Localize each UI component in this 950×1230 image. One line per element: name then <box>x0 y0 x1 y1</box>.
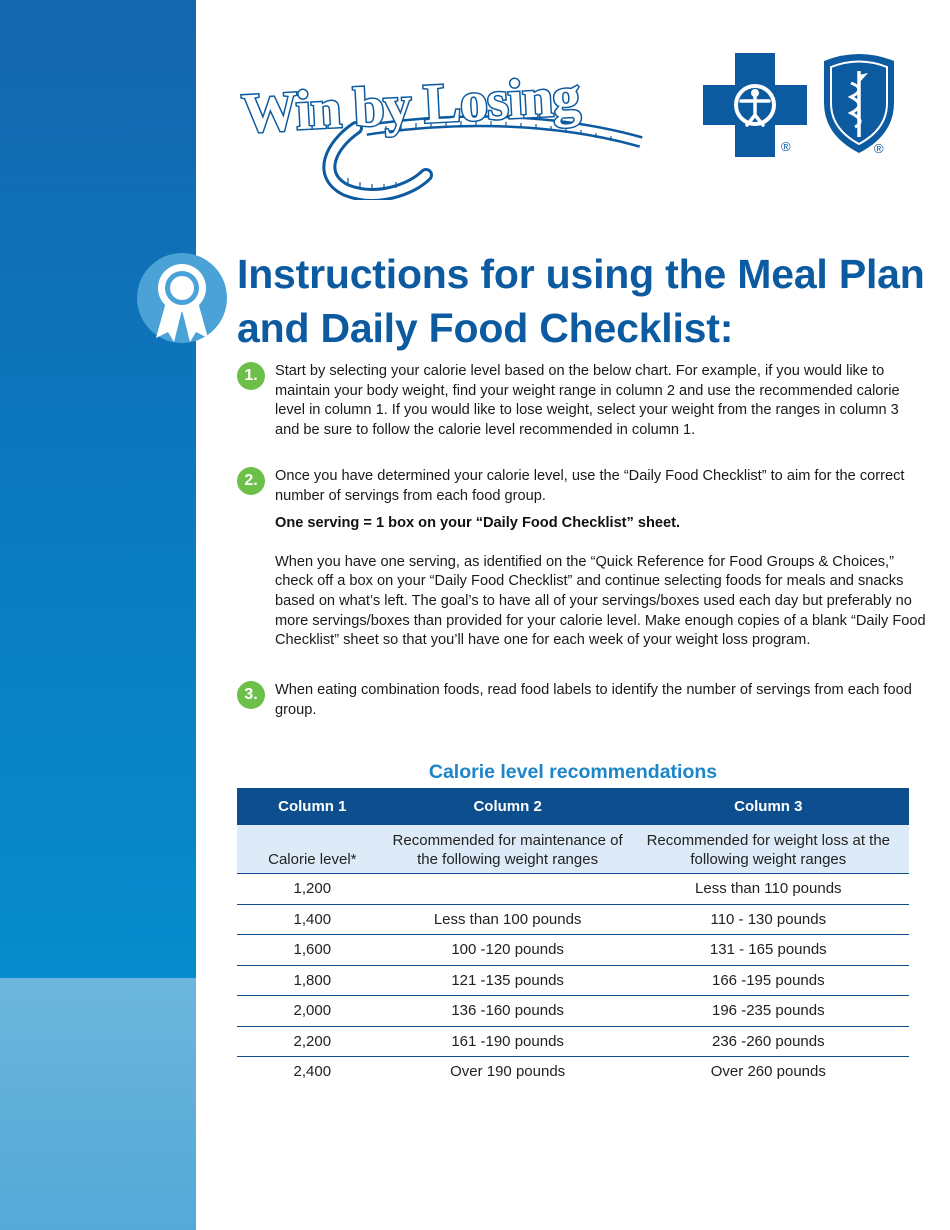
table-cell: Over 260 pounds <box>710 1063 826 1081</box>
table-row <box>237 904 909 935</box>
step-paragraph: Start by selecting your calorie level based on the below chart. For example, if you would like to maintain your body weight, find your weight range in column 2 and use the recommended calorie level in column 1. If you would like to lose weight, select your weight from the ranges in column 3 and be sure to follow the calorie level recommended in column 1. <box>275 363 900 438</box>
sidebar-band <box>0 0 196 1230</box>
table-header-row <box>237 788 909 825</box>
step-number-badge: 3. <box>237 681 265 709</box>
table-cell: 166 -195 pounds <box>628 965 909 996</box>
step-text <box>275 362 927 440</box>
calorie-table <box>237 788 909 1087</box>
sidebar-band-bottom <box>0 978 196 1230</box>
step-number-badge: 1. <box>237 362 265 390</box>
blue-cross-logo <box>703 53 807 157</box>
step-3 <box>237 681 927 720</box>
table-cell: 2,400 <box>293 1063 332 1081</box>
table-cell: 136 -160 pounds <box>388 996 628 1027</box>
serving-note: One serving = 1 box on your “Daily Food Checklist” sheet. <box>275 515 681 532</box>
shield-registered-mark: ® <box>874 141 884 156</box>
table-cell: 2,000 <box>237 996 388 1027</box>
page-title: Instructions for using the Meal Plan and Daily Food Checklist: <box>237 251 925 351</box>
subheader-cell: Calorie level* <box>237 825 388 874</box>
table-row <box>237 1057 909 1087</box>
step-text <box>275 467 927 651</box>
table-cell: 100 -120 pounds <box>388 935 628 966</box>
subheader-cell: Recommended for weight loss at the following weight ranges <box>628 825 909 874</box>
sidebar-band-top <box>0 0 196 978</box>
table-cell: 1,400 <box>237 904 388 935</box>
table-cell: 1,800 <box>237 965 388 996</box>
table-title: Calorie level recommendations <box>428 761 718 783</box>
table-cell: 196 -235 pounds <box>628 996 909 1027</box>
table-cell: 236 -260 pounds <box>628 1026 909 1057</box>
logo-wordmark: Win by Losing <box>240 65 581 146</box>
win-by-losing-logo <box>236 50 656 200</box>
step-paragraph: When eating combination foods, read food labels to identify the number of servings from each food group. <box>275 682 912 718</box>
column-header: Column 1 <box>237 788 388 825</box>
table-cell: 1,200 <box>237 874 388 905</box>
column-header: Column 2 <box>388 788 628 825</box>
table-row <box>237 996 909 1027</box>
table-row <box>237 965 909 996</box>
table-cell: Over 190 pounds <box>450 1063 566 1081</box>
table-cell: 161 -190 pounds <box>388 1026 628 1057</box>
table-cell: 110 - 130 pounds <box>628 904 909 935</box>
table-row <box>237 874 909 905</box>
table-cell: Less than 110 pounds <box>628 874 909 905</box>
table-subheader-row <box>237 825 909 874</box>
blue-shield-logo <box>818 53 900 157</box>
table-row <box>237 1026 909 1057</box>
table-cell: 131 - 165 pounds <box>628 935 909 966</box>
table-cell: 2,200 <box>237 1026 388 1057</box>
table-row <box>237 935 909 966</box>
subheader-cell: Recommended for maintenance of the following weight ranges <box>388 825 628 874</box>
table-cell: 1,600 <box>237 935 388 966</box>
award-ribbon-icon <box>136 252 228 344</box>
table-cell: 121 -135 pounds <box>388 965 628 996</box>
table-cell: Less than 100 pounds <box>388 904 628 935</box>
step-paragraph: Once you have determined your calorie level, use the “Daily Food Checklist” to aim for the correct number of servings from each food group. <box>275 468 905 504</box>
step-text <box>275 681 927 720</box>
step-number-badge: 2. <box>237 467 265 495</box>
cross-registered-mark: ® <box>781 139 791 154</box>
table-cell <box>388 874 628 905</box>
step-1 <box>237 362 927 440</box>
step-paragraph: When you have one serving, as identified on the “Quick Reference for Food Groups & Choices,” check off a box on your “Daily Food Checklist” and continue selecting foods for meals and snacks based on what’s left. The goal’s to have all of your servings/boxes used each day but preferably no more servings/boxes than provided for your calorie level. Make enough copies of a blank “Daily Food Checklist” sheet so that you’ll have one for each week of your weight loss program. <box>275 553 926 649</box>
step-2 <box>237 467 927 651</box>
column-header: Column 3 <box>628 788 909 825</box>
